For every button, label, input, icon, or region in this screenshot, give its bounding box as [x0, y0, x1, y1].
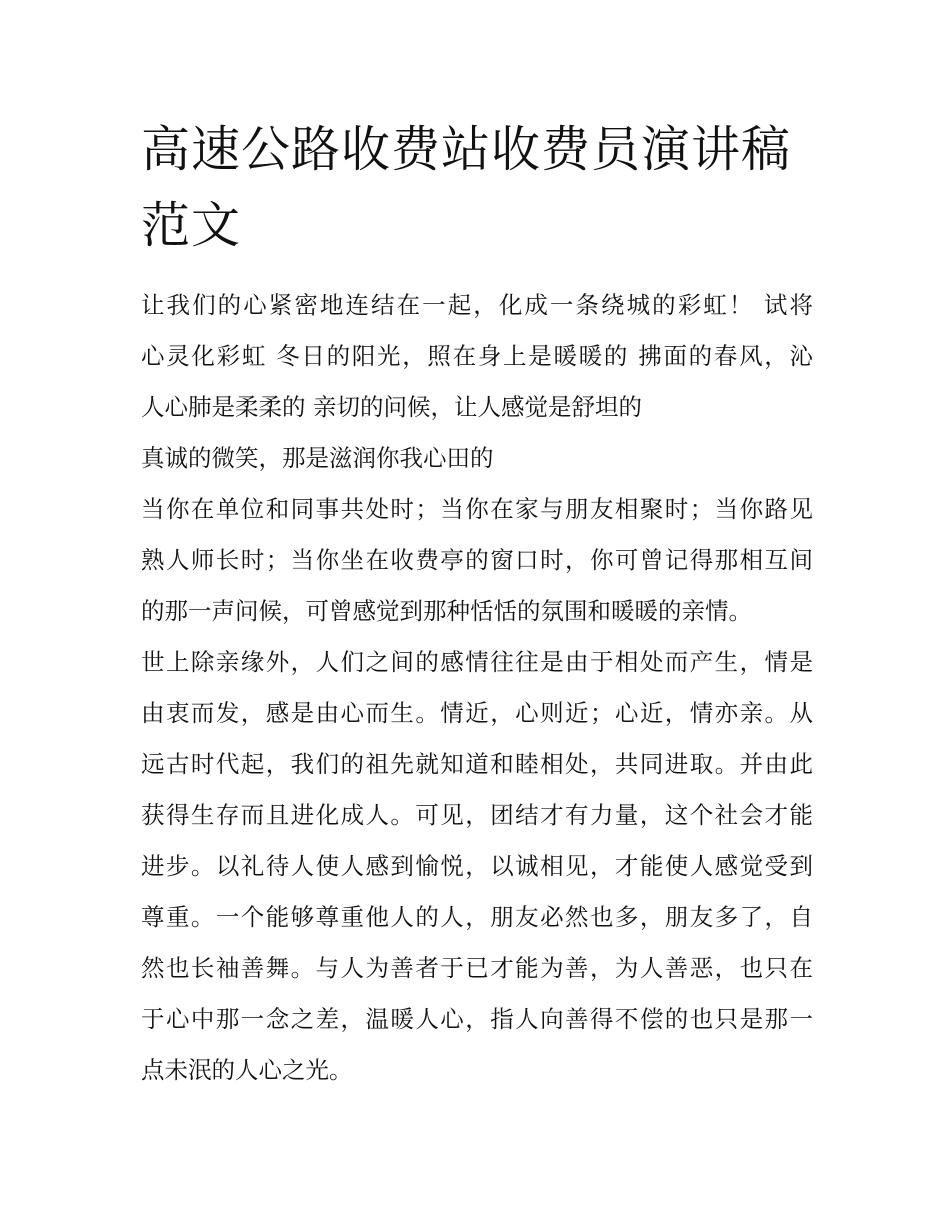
text-line: 人心肺是柔柔的 亲切的问候，让人感觉是舒坦的	[141, 393, 642, 421]
text-line: 熟人师长时；当你坐在收费亭的窗口时，你可曾记得那相互间	[141, 546, 813, 574]
text-line: 尊重。一个能够尊重他人的人，朋友必然也多，朋友多了，自	[141, 903, 813, 931]
text-line: 让我们的心紧密地连结在一起，化成一条绕城的彩虹！ 试将	[141, 291, 813, 319]
title-line: 范文	[141, 197, 242, 254]
text-line: 世上除亲缘外，人们之间的感情往往是由于相处而产生，情是	[141, 648, 813, 676]
text-line: 远古时代起，我们的祖先就知道和睦相处，共同进取。并由此	[141, 750, 813, 778]
text-line: 进步。以礼待人使人感到愉悦，以诚相见，才能使人感觉受到	[141, 852, 813, 880]
text-line: 当你在单位和同事共处时；当你在家与朋友相聚时；当你路见	[141, 495, 813, 523]
text-line: 真诚的微笑，那是滋润你我心田的	[141, 444, 494, 472]
text-line: 的那一声问候，可曾感觉到那种恬恬的氛围和暖暖的亲情。	[141, 597, 752, 625]
text-line: 然也长袖善舞。与人为善者于已才能为善，为人善恶，也只在	[141, 954, 813, 982]
text-line: 由衷而发，感是由心而生。情近，心则近；心近，情亦亲。从	[141, 699, 813, 727]
text-line: 心灵化彩虹 冬日的阳光，照在身上是暖暖的 拂面的春风，沁	[141, 342, 813, 370]
text-line: 点未泯的人心之光。	[141, 1056, 353, 1084]
text-line: 于心中那一念之差，温暖人心，指人向善得不偿的也只是那一	[141, 1005, 813, 1033]
title-line: 高速公路收费站收费员演讲稿	[141, 121, 792, 178]
body-text	[141, 280, 813, 1096]
text-line: 获得生存而且进化成人。可见，团结才有力量，这个社会才能	[141, 801, 813, 829]
page-title	[141, 112, 813, 264]
